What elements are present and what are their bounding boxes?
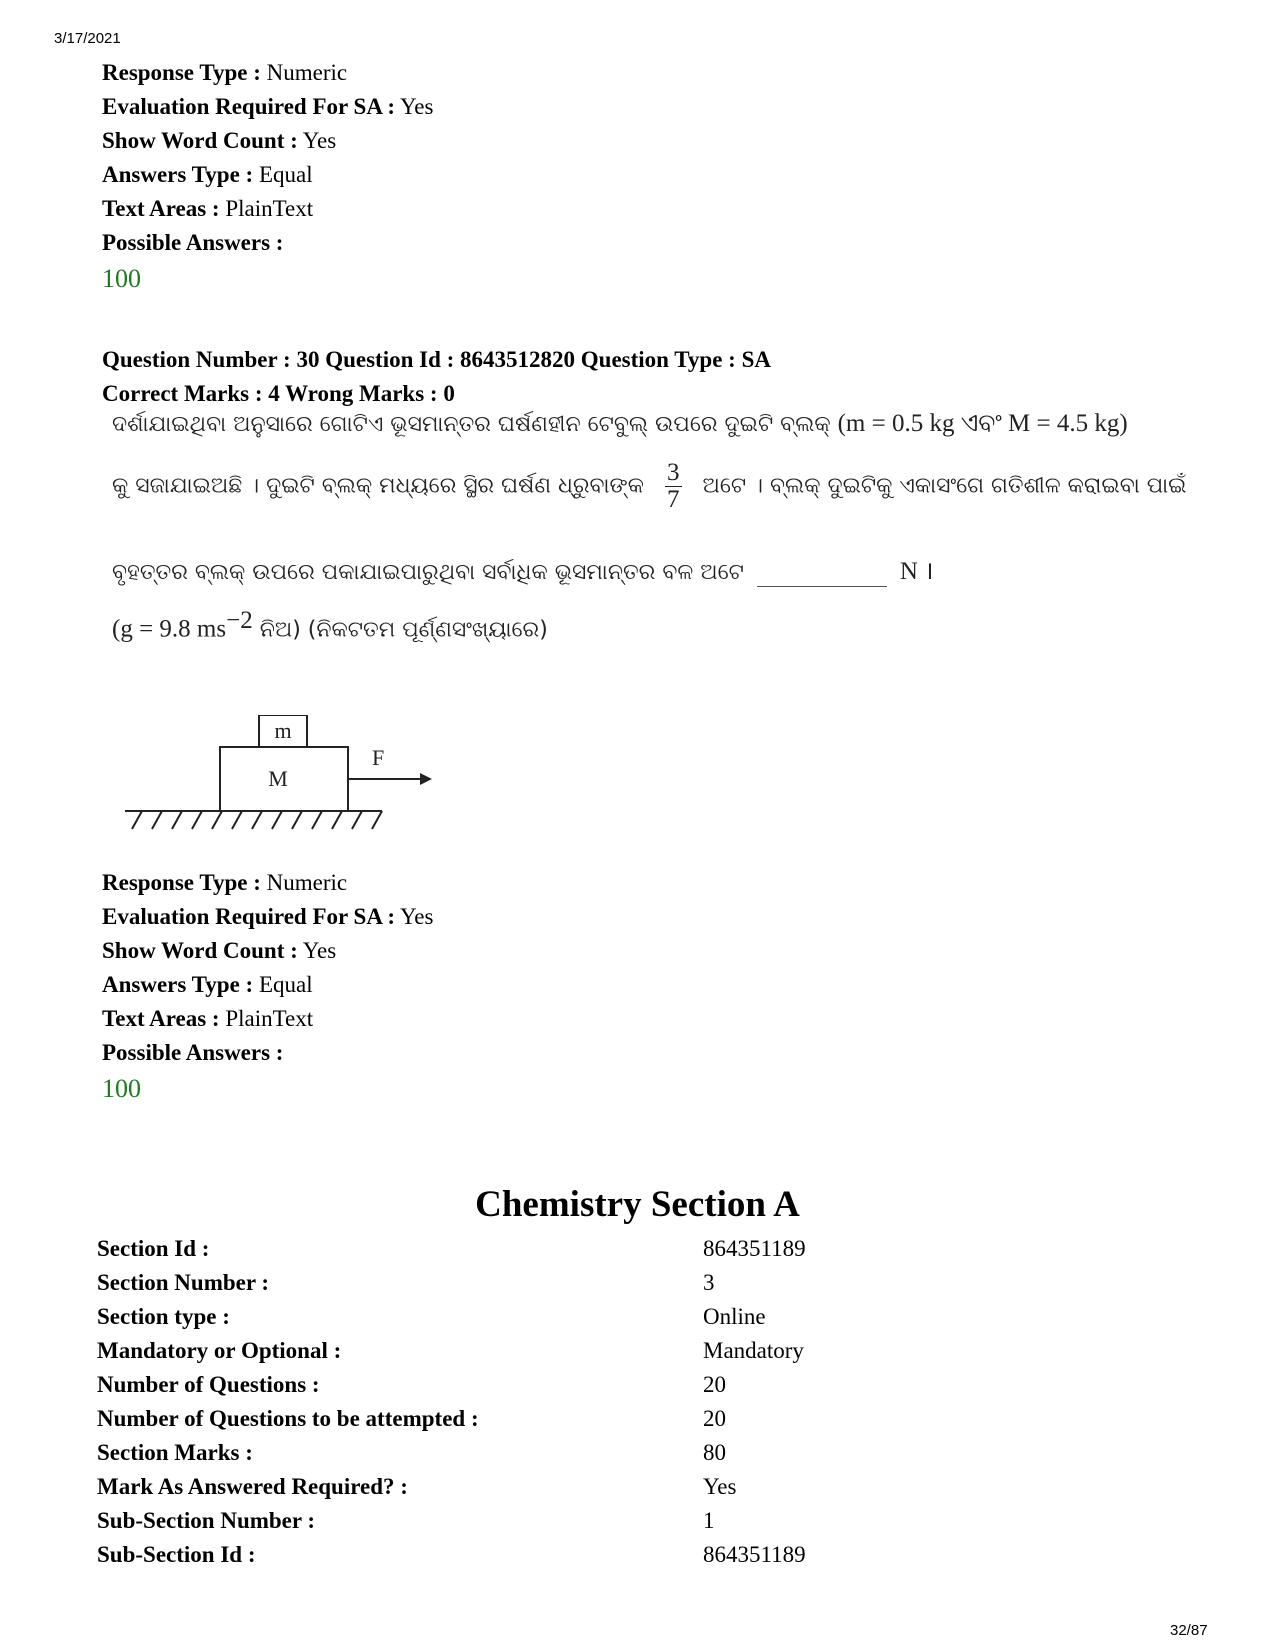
force-arrowhead xyxy=(420,773,432,785)
answer-blank xyxy=(757,585,887,587)
section-row: Section Marks : 80 xyxy=(97,1440,726,1465)
meta-row: Answers Type : Equal xyxy=(102,162,313,187)
possible-answer: 100 xyxy=(102,264,141,293)
section-row: Section type : Online xyxy=(97,1304,766,1329)
prev-question-meta xyxy=(102,56,433,296)
question-header xyxy=(102,343,771,411)
meta-row: Text Areas : PlainText xyxy=(102,196,314,221)
meta-row: Text Areas : PlainText xyxy=(102,1006,314,1031)
meta-row: Response Type : Numeric xyxy=(102,60,348,85)
meta-row: Answers Type : Equal xyxy=(102,972,313,997)
meta-row: Response Type : Numeric xyxy=(102,870,348,895)
section-details xyxy=(97,1232,806,1572)
page-number: 32/87 xyxy=(1170,1622,1208,1639)
possible-answer: 100 xyxy=(102,1074,141,1103)
print-date: 3/17/2021 xyxy=(54,30,121,47)
meta-row: Show Word Count : Yes xyxy=(102,128,337,153)
section-row: Section Id : 864351189 xyxy=(97,1236,806,1261)
section-row: Sub-Section Number : 1 xyxy=(97,1508,715,1533)
question-line-3: ବୃହତ୍ତର ବ୍ଲକ୍ ଉପରେ ପକାଯାଇପାରୁଥିବା ସର୍ବାଧିକ ଭୂସମାନ୍ତର ବଳ ଅଟେ N । xyxy=(112,558,934,585)
question-line-1: ଦର୍ଶାଯାଇଥିବା ଅନୁସାରେ ଗୋଟିଏ ଭୂସମାନ୍ତର ଘର୍ଷଣହୀନ ଟେବୁଲ୍ ଉପରେ ଦୁଇଟି ବ୍ଲକ୍ (m = 0.5 kg ଏବଂ M = 4.5 kg) xyxy=(112,410,1128,437)
fraction: $\frac{3}{7}$ xyxy=(667,459,680,513)
meta-row: Possible Answers : xyxy=(102,1040,284,1065)
force-label: F xyxy=(372,745,385,770)
section-row: Mark As Answered Required? : Yes xyxy=(97,1474,737,1499)
question-meta xyxy=(102,866,433,1106)
question-header-line1: Question Number : 30 Question Id : 8643512820 Question Type : SA xyxy=(102,347,771,372)
large-block-label: M xyxy=(268,766,288,791)
meta-row: Evaluation Required For SA : Yes xyxy=(102,904,434,929)
question-line-4: (g = 9.8 $ms^{-2}$ ନିଅ) (ନିକଟତମ ପୂର୍ଣ୍ଣସଂଖ୍ୟାରେ) xyxy=(112,607,548,643)
section-row: Number of Questions to be attempted : 20 xyxy=(97,1406,726,1431)
meta-row: Evaluation Required For SA : Yes xyxy=(102,94,434,119)
block-diagram xyxy=(120,715,460,845)
section-title: Chemistry Section A xyxy=(475,1184,800,1225)
section-row: Section Number : 3 xyxy=(97,1270,715,1295)
question-line-2: କୁ ସଜାଯାଇଅଛି । ଦୁଇଟି ବ୍ଲକ୍ ମଧ୍ୟରେ ସ୍ଥିର ଘର୍ଷଣ ଧ୍ରୁବାଙ୍କ $\frac{3}{7}$ ଅଟେ । ବ୍ଲକ୍ ଦୁଇଟିକୁ ଏକାସଂଗେ ଗତିଶୀଳ କରାଇବା ପାଇଁ xyxy=(112,459,1187,513)
question-header-line2: Correct Marks : 4 Wrong Marks : 0 xyxy=(102,381,455,406)
section-row: Mandatory or Optional : Mandatory xyxy=(97,1338,804,1363)
section-row: Sub-Section Id : 864351189 xyxy=(97,1542,806,1567)
small-block-label: m xyxy=(274,718,292,743)
meta-row: Show Word Count : Yes xyxy=(102,938,337,963)
meta-row: Possible Answers : xyxy=(102,230,284,255)
ground-hatching xyxy=(132,811,382,829)
section-row: Number of Questions : 20 xyxy=(97,1372,726,1397)
